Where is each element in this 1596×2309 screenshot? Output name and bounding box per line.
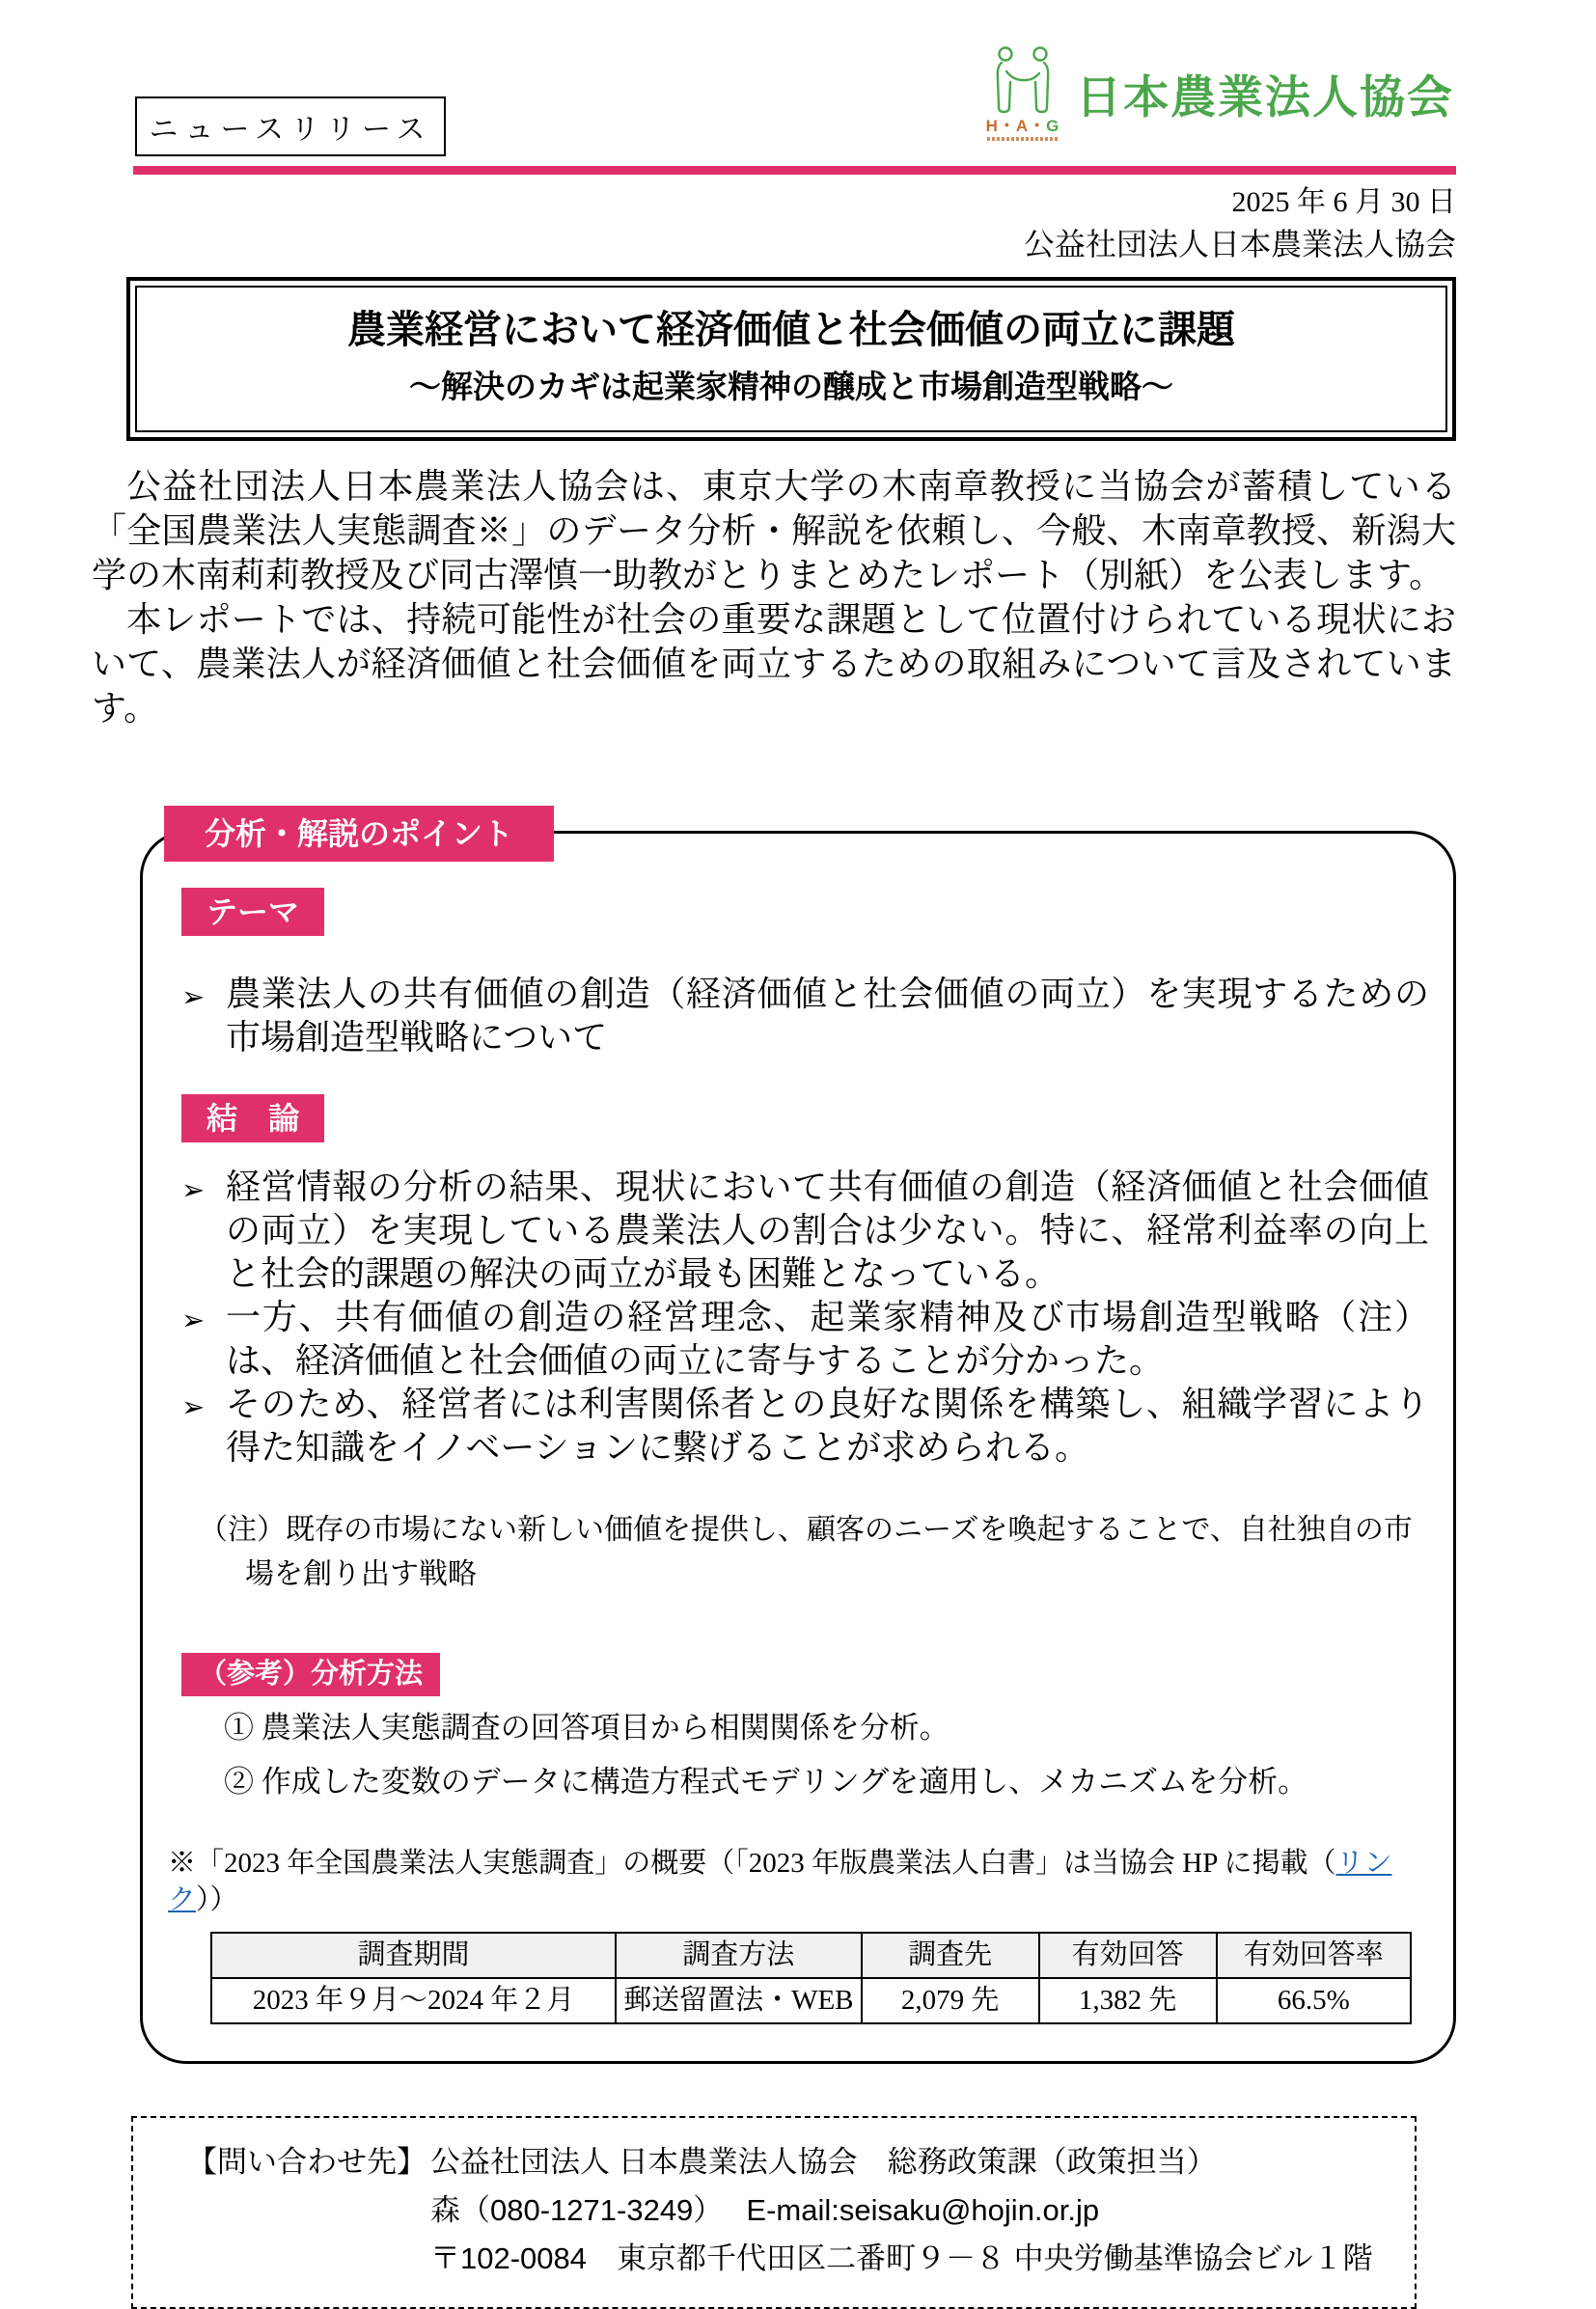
intro-paragraph: 公益社団法人日本農業法人協会は、東京大学の木南章教授に当協会が蓄積している「全国農業法人実態調査※」のデータ分析・解説を依頼し、今般、木南章教授、新潟大学の木南莉莉教授及び同古澤慎一助教がとりまとめたレポート（別紙）を公表します。: [92, 467, 1456, 594]
survey-table-cell: 2,079 先: [862, 1978, 1039, 2023]
handshake-h-icon: [991, 46, 1055, 118]
org-logo: [985, 46, 1454, 141]
survey-table-header: 有効回答: [1039, 1933, 1217, 1978]
contact-box: [131, 2116, 1417, 2309]
contact-line-1: 公益社団法人 日本農業法人協会 総務政策課（政策担当）: [430, 2145, 1217, 2179]
survey-table-header: 有効回答率: [1217, 1933, 1411, 1978]
survey-table-cell: 66.5%: [1217, 1978, 1411, 2023]
panel-header-label: 分析・解説のポイント: [164, 806, 554, 862]
arrow-bullet-icon: ➢: [181, 1306, 206, 1336]
theme-label: テーマ: [181, 888, 324, 936]
theme-bullet: [181, 973, 1429, 1059]
survey-table-cell: 2023 年９月～2024 年２月: [211, 1978, 616, 2023]
reference-method-label: （参考）分析方法: [181, 1653, 440, 1696]
conclusion-list: [181, 1166, 1429, 1470]
conclusion-label: 結 論: [181, 1094, 324, 1142]
theme-bullet-text: 農業法人の共有価値の創造（経済価値と社会価値の両立）を実現するための市場創造型戦略について: [226, 975, 1429, 1057]
survey-table-header-row: [211, 1933, 1411, 1978]
conclusion-bullet-text: 経営情報の分析の結果、現状において共有価値の創造（経済価値と社会価値の両立）を実現している農業法人の割合は少ない。特に、経常利益率の向上と社会的課題の解決の両立が最も困難となっている。: [226, 1168, 1429, 1293]
arrow-bullet-icon: ➢: [181, 1175, 206, 1206]
logo-tagline: [987, 137, 1059, 141]
contact-label: 【問い合わせ先】: [187, 2145, 427, 2179]
survey-overview-note: [168, 1845, 1429, 1918]
strategy-note: （注）既存の市場にない新しい価値を提供し、顧客のニーズを喚起することで、自社独自の市場を創り出す戦略: [199, 1514, 1413, 1590]
conclusion-bullet-text: 一方、共有価値の創造の経営理念、起業家精神及び市場創造型戦略（注）は、経済価値と社会価値の両立に寄与することが分かった。: [226, 1298, 1429, 1380]
logo-acronym-g: G: [1046, 117, 1060, 135]
contact-grid: [187, 2143, 1395, 2278]
logo-acronym-ha: H・A・: [985, 117, 1047, 135]
contact-line-3: 〒102-0084 東京都千代田区二番町９－８ 中央労働基準協会ビル１階: [430, 2241, 1373, 2275]
conclusion-bullet-text: そのため、経営者には利害関係者との良好な関係を構築し、組織学習により得た知識をイノベーションに繋げることが求められる。: [226, 1385, 1429, 1467]
document-subtitle: ～解決のカギは起業家精神の醸成と市場創造型戦略～: [409, 369, 1173, 404]
conclusion-bullet: [181, 1383, 1429, 1470]
title-box: [126, 277, 1456, 441]
release-date: 2025 年 6 月 30 日: [1231, 186, 1456, 218]
organization-name: 公益社団法人日本農業法人協会: [1023, 227, 1456, 261]
arrow-bullet-icon: ➢: [181, 982, 206, 1013]
survey-table-header: 調査方法: [616, 1933, 862, 1978]
document-title: 農業経営において経済価値と社会価値の両立に課題: [347, 309, 1235, 351]
survey-table-header: 調査先: [862, 1933, 1039, 1978]
reference-method-item: ② 作成した変数のデータに構造方程式モデリングを適用し、メカニズムを分析。: [224, 1765, 1308, 1799]
reference-method-item: ① 農業法人実態調査の回答項目から相関関係を分析。: [224, 1711, 949, 1745]
logo-mark: [985, 46, 1060, 141]
arrow-bullet-icon: ➢: [181, 1392, 206, 1423]
survey-table: [210, 1932, 1412, 2024]
intro-paragraph: 本レポートでは、持続可能性が社会の重要な課題として位置付けられている現状において、農業法人が経済価値と社会価値を両立するための取組みについて言及されています。: [92, 600, 1456, 728]
intro-section: [92, 464, 1456, 730]
news-release-label: ニュースリリース: [149, 114, 432, 146]
logo-acronym: [986, 118, 1060, 135]
title-box-inner: [135, 286, 1447, 432]
survey-table-cell: 1,382 先: [1039, 1978, 1217, 2023]
page-header: [92, 0, 1456, 166]
survey-note-suffix: ））: [196, 1884, 238, 1915]
analysis-points-panel: [140, 816, 1456, 2064]
news-release-label-box: [135, 96, 446, 156]
survey-table-header: 調査期間: [211, 1933, 616, 1978]
conclusion-bullet: [181, 1166, 1429, 1296]
conclusion-bullet: [181, 1296, 1429, 1383]
accent-divider-bar: [133, 166, 1456, 175]
contact-line-2: 森（080-1271-3249） E-mail:seisaku@hojin.or.jp: [430, 2193, 1100, 2227]
survey-table-cell: 郵送留置法・WEB: [616, 1978, 862, 2023]
survey-link[interactable]: リンク: [168, 1848, 1392, 1915]
survey-note-prefix: ※「2023 年全国農業法人実態調査」の概要（「2023 年版農業法人白書」は当協会 HP に掲載（: [168, 1848, 1336, 1879]
survey-table-row: [211, 1978, 1411, 2023]
logo-brand-text: 日本農業法人協会: [1076, 70, 1454, 123]
